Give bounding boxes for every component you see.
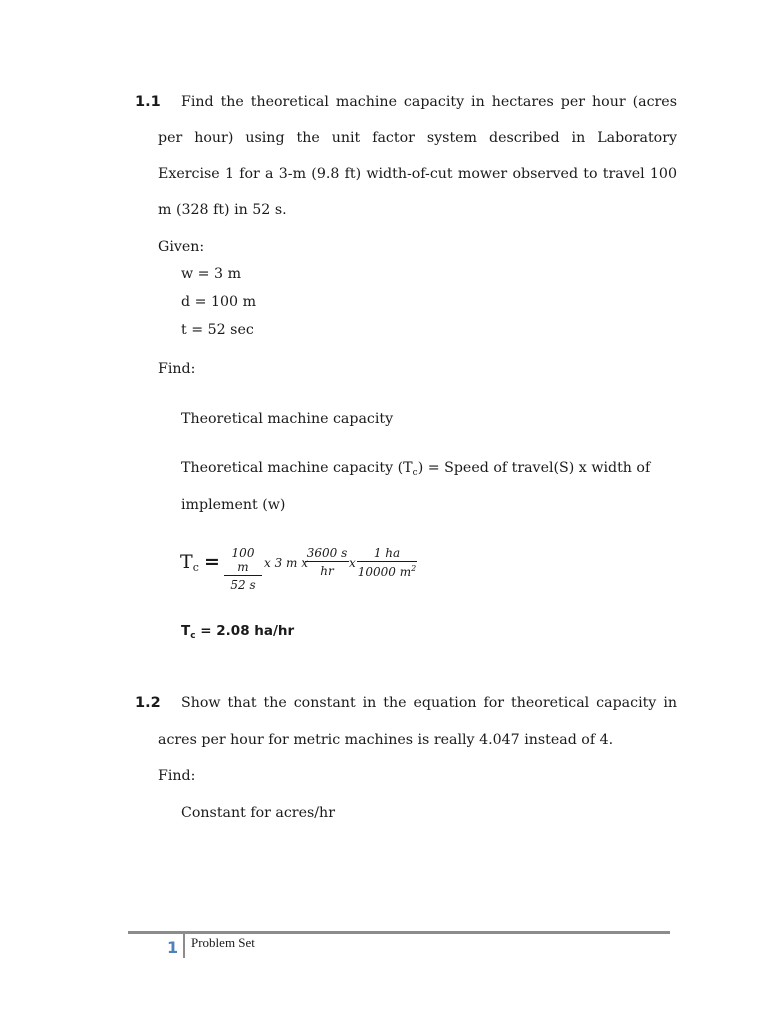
footer-divider [183,934,185,958]
given-item: d = 100 m [181,294,257,310]
fraction-time: $\frac{3600 s}{hr}$ [306,546,348,578]
equals-sign: = [204,551,220,573]
problem-text-line: acres per hour for metric machines is really 4.047 instead of 4. [158,732,614,748]
page-number: 1 [167,938,179,957]
given-label: Given: [158,239,205,255]
footer-label: Problem Set [191,935,255,950]
given-item: t = 52 sec [181,322,254,338]
problem-text-line: per hour) using the unit factor system described in Laboratory [158,130,677,146]
equation-lhs: Tc [180,551,199,574]
given-item: w = 3 m [181,266,242,282]
problem-text-line: m (328 ft) in 52 s. [158,202,287,218]
fraction-speed: $\frac{100 m}{52 s}$ [224,546,262,592]
result: $T_c = 2.08$ ha/hr [181,623,295,641]
fraction-area: $\frac{1 ha}{10000 m^2}$ [357,546,417,579]
multiply-width: x 3 m x [264,556,308,570]
find-item: Theoretical machine capacity [181,411,394,427]
find-label: Find: [158,768,196,784]
formula-definition-cont: implement (w) [181,497,286,513]
formula-definition: Theoretical machine capacity $(T_c)$ = Speed of travel(S) x width of [181,460,651,478]
find-item: Constant for acres/hr [181,805,335,821]
problem-text-line: Show that the constant in the equation for theoretical capacity in [181,695,677,711]
find-label: Find: [158,361,196,377]
footer-rule [128,931,670,934]
problem-text-line: Exercise 1 for a 3-m (9.8 ft) width-of-cut mower observed to travel 100 [158,166,677,182]
problem-number: 1.1 [135,94,161,110]
problem-text-line: Find the theoretical machine capacity in hectares per hour (acres [181,94,677,110]
problem-number: 1.2 [135,695,161,711]
multiply-sign: x [349,556,356,570]
